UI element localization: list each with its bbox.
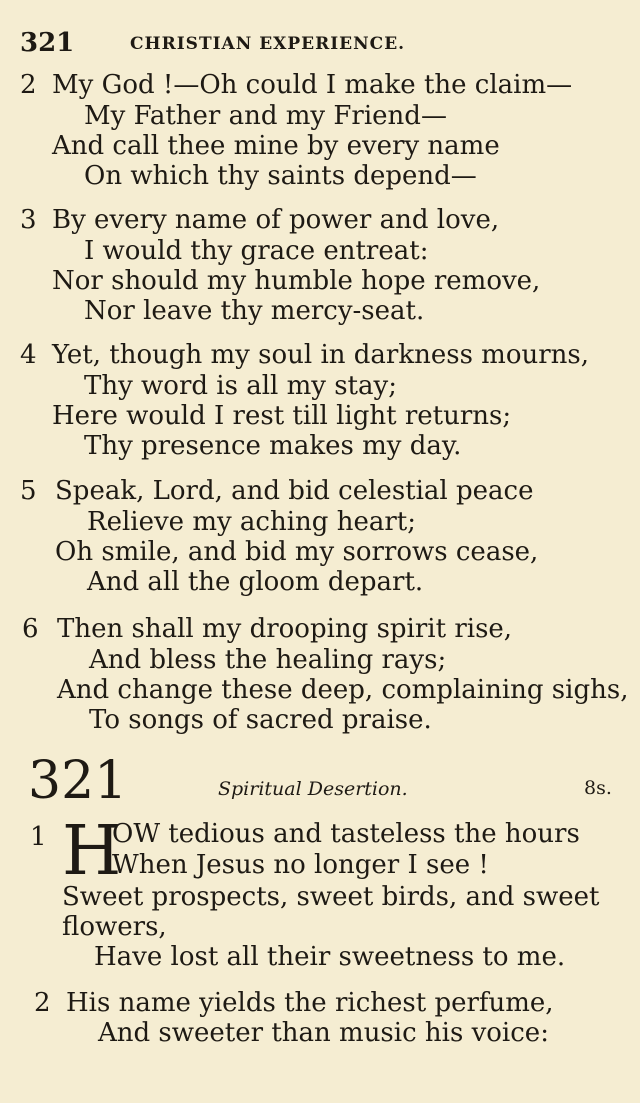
verse-line: Yet, though my soul in darkness mourns, [52, 340, 590, 370]
verse-line: OW tedious and tasteless the hours [112, 819, 580, 849]
verse-line: Relieve my aching heart; [87, 507, 416, 537]
verse-number: 2 [20, 70, 37, 100]
verse-line: Nor leave thy mercy-seat. [84, 296, 425, 326]
verse-line: My Father and my Friend— [84, 101, 447, 131]
verse-number: 4 [20, 340, 37, 370]
verse-number: 6 [22, 614, 39, 644]
page-number: 321 [20, 28, 75, 58]
hymn-meter: 8s. [584, 777, 612, 799]
verse-number: 3 [20, 205, 37, 235]
running-head: CHRISTIAN EXPERIENCE. [130, 34, 406, 54]
verse-line: Here would I rest till light returns; [52, 401, 512, 431]
verse-line: Thy word is all my stay; [84, 371, 397, 401]
verse-line: On which thy saints depend— [84, 161, 477, 191]
verse-line: By every name of power and love, [52, 205, 500, 235]
verse-number: 2 [34, 988, 51, 1018]
verse-line: Speak, Lord, and bid celestial peace [55, 476, 534, 506]
verse-line: And all the gloom depart. [87, 567, 424, 597]
verse-line: And call thee mine by every name [52, 131, 500, 161]
verse-line: His name yields the richest perfume, [66, 988, 554, 1018]
verse-line: And sweeter than music his voice: [98, 1018, 549, 1048]
verse-line: Oh smile, and bid my sorrows cease, [55, 537, 539, 567]
verse-line: Thy presence makes my day. [84, 431, 462, 461]
verse-line: And bless the healing rays; [89, 645, 447, 675]
verse-number: 1 [30, 822, 47, 852]
hymn-number: 321 [28, 751, 128, 811]
verse-line: Sweet prospects, sweet birds, and sweet [62, 882, 600, 912]
hymn-title: Spiritual Desertion. [218, 778, 408, 800]
page-header [20, 28, 620, 58]
verse-line: Nor should my humble hope remove, [52, 266, 541, 296]
verse-line: My God !—Oh could I make the claim— [52, 70, 573, 100]
verse-number: 5 [20, 476, 37, 506]
verse-line: And change these deep, complaining sighs, [57, 675, 629, 705]
verse-line: I would thy grace entreat: [84, 236, 429, 266]
verse-line: Then shall my drooping spirit rise, [57, 614, 513, 644]
verse-line: flowers, [62, 912, 167, 942]
verse-line: To songs of sacred praise. [89, 705, 432, 735]
verse-line: When Jesus no longer I see ! [112, 850, 489, 880]
drop-cap: H [62, 812, 122, 891]
verse-line: Have lost all their sweetness to me. [94, 942, 566, 972]
